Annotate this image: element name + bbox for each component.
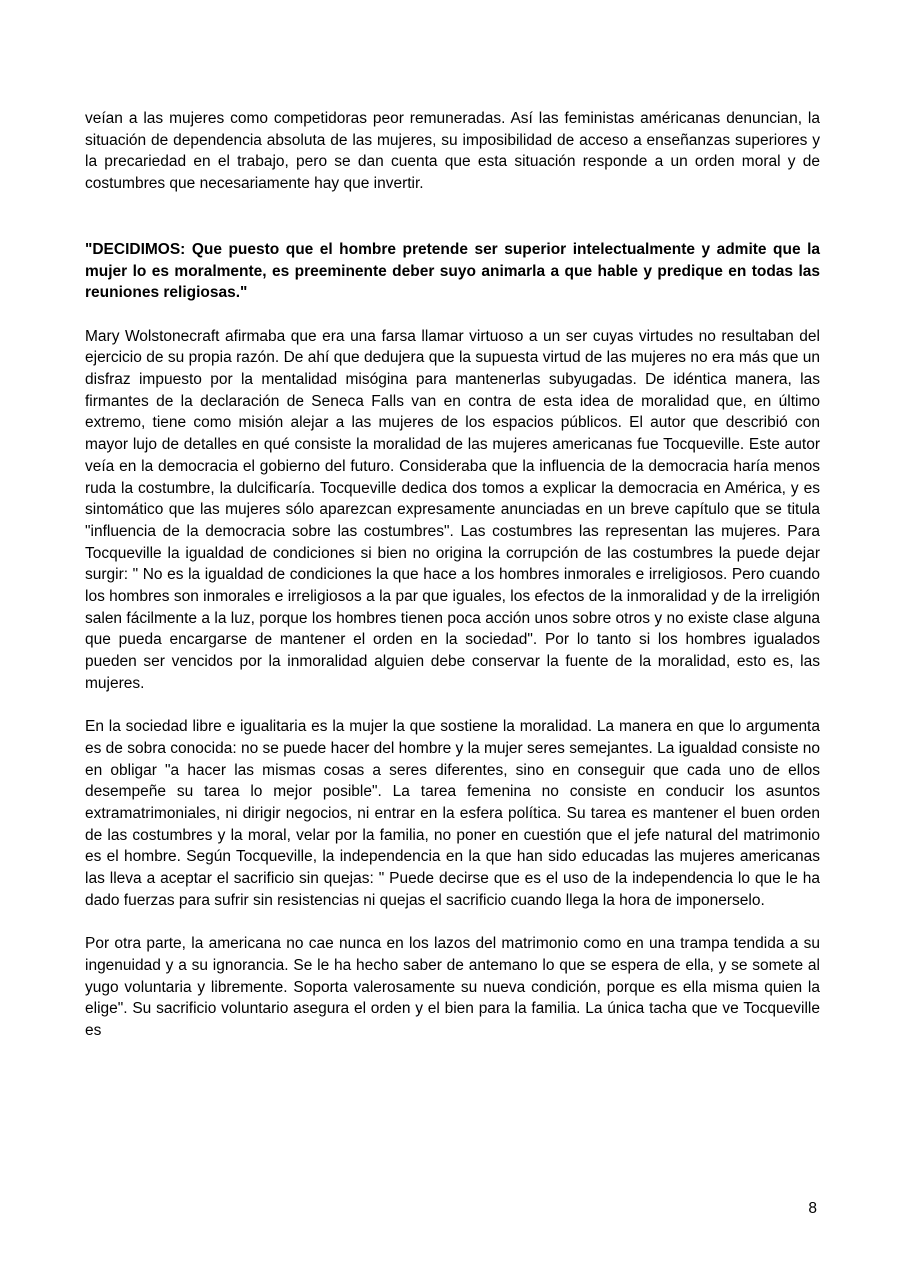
paragraph-por-otra-parte: Por otra parte, la americana no cae nunca en los lazos del matrimonio como en una trampa tendida a su ingenuidad y a su ignorancia. Se le ha hecho saber de antemano lo que se espera de ella, y se somete al yugo voluntaria y libremente. Soporta valerosamente su nueva condición, porque es ella misma quien la elige". Su sacrificio voluntario asegura el orden y el bien para la familia. La única tacha que ve Tocqueville es xyxy=(85,935,820,1040)
declaration-quote: "DECIDIMOS: Que puesto que el hombre pretende ser superior intelectualmente y admite que la mujer lo es moralmente, es preeminente deber suyo animarla a que hable y predique en todas las reuniones religiosas." xyxy=(85,240,820,302)
paragraph-wollstonecraft-tocqueville: Mary Wolstonecraft afirmaba que era una farsa llamar virtuoso a un ser cuyas virtudes no resultaban del ejercicio de su propia razón. De ahí que dedujera que la supuesta virtud de las mujeres no era más que un disfraz impuesto por la mentalidad misógina para mantenerlas subyugadas. De idéntica manera, las firmantes de la declaración de Seneca Falls van en contra de esta idea de moralidad que, en último extremo, tiene como misión alejar a las mujeres de los espacios públicos. El autor que describió con mayor lujo de detalles en qué consiste la moralidad de las mujeres americanas fue Tocqueville. Este autor veía en la democracia el gobierno del futuro. Consideraba que la influencia de la democracia haría menos ruda la costumbre, la dulcificaría. Tocqueville dedica dos tomos a explicar la democracia en América, y es sintomático que las mujeres sólo aparezcan expresamente anunciadas en un breve capítulo que se titula "influencia de la democracia sobre las costumbres". Las costumbres las representan las mujeres. Para Tocqueville la igualdad de condiciones si bien no origina la corrupción de las costumbres la puede dejar surgir: " No es la igualdad de condiciones la que hace a los hombres inmorales e irreligiosos. Pero cuando los hombres son inmorales e irreligiosos a la par que iguales, los efectos de la inmoralidad y de la irreligión salen fácilmente a la luz, porque los hombres tienen poca acción unos sobre otros y no existe clase alguna que pueda encargarse de mantener el orden en la sociedad". Por lo tanto si los hombres igualados pueden ser vencidos por la inmoralidad alguien debe conservar la fuente de la moralidad, esto es, las mujeres. xyxy=(85,327,820,692)
paragraph-intro: veían a las mujeres como competidoras peor remuneradas. Así las feministas américanas denuncian, la situación de dependencia absoluta de las mujeres, su imposibilidad de acceso a enseñanzas superiores y la precariedad en el trabajo, pero se dan cuenta que esta situación responde a un orden moral y de costumbres que necesariamente hay que invertir. xyxy=(85,110,820,193)
page-number: 8 xyxy=(808,1200,817,1218)
paragraph-sociedad-libre: En la sociedad libre e igualitaria es la mujer la que sostiene la moralidad. La manera en que lo argumenta es de sobra conocida: no se puede hacer del hombre y la mujer seres semejantes. La igualdad consiste no en obligar "a hacer las mismas cosas a seres diferentes, sino en conseguir que cada uno de ellos desempeñe su tarea lo mejor posible". La tarea femenina no consiste en conducir los asuntos extramatrimoniales, ni dirigir negocios, ni entrar en la esfera política. Su tarea es mantener el buen orden de las costumbres y la moral, velar por la familia, no poner en cuestión que el jefe natural del matrimonio es el hombre. Según Tocqueville, la independencia en la que han sido educadas las mujeres americanas las lleva a aceptar el sacrificio sin quejas: " Puede decirse que es el uso de la independencia lo que le ha dado fuerzas para sufrir sin resistencias ni quejas el sacrificio cuando llega la hora de imponerselo. xyxy=(85,718,820,909)
